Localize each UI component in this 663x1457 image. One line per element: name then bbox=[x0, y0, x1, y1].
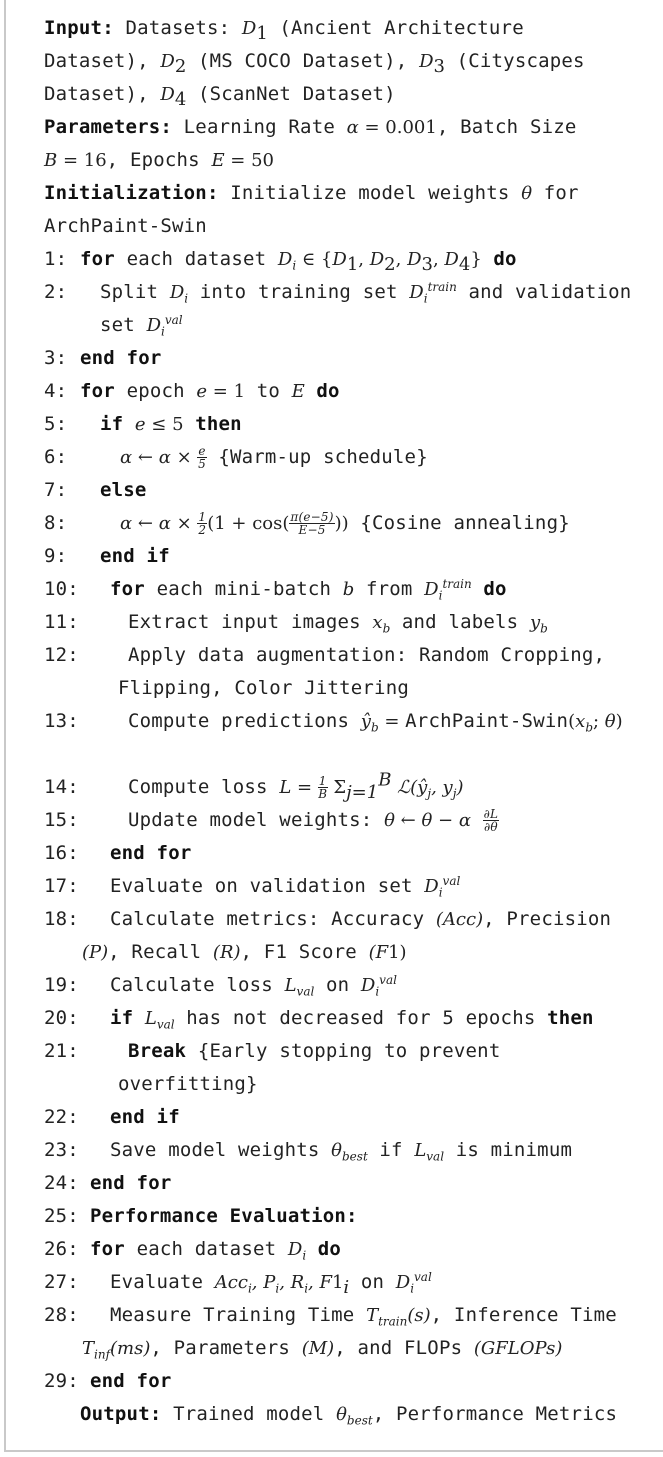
parameters-line: B = 16, Epochs E = 50 bbox=[44, 149, 275, 171]
parameters-text: , Epochs bbox=[106, 149, 200, 171]
keyword: end if bbox=[100, 545, 170, 567]
algorithm-line: 26: for each dataset $D_i$ do bbox=[44, 1233, 656, 1266]
line-text: Flipping, Color Jittering bbox=[118, 677, 409, 699]
line-text: to bbox=[256, 380, 280, 402]
line-number: 15: bbox=[44, 809, 79, 831]
line-text: Compute predictions bbox=[128, 710, 350, 732]
line-text: {Warm-up schedule} bbox=[218, 446, 428, 468]
line-number: 17: bbox=[44, 875, 79, 897]
line-number: 21: bbox=[44, 1040, 79, 1062]
line-text: has not decreased for 5 epochs bbox=[186, 1007, 536, 1029]
line-text: set bbox=[100, 314, 135, 336]
line-text: each mini-batch bbox=[156, 578, 332, 600]
initialization-line: Initialization: Initialize model weights θ for bbox=[44, 182, 579, 204]
line-number: 7: bbox=[44, 479, 68, 501]
parameters-label: Parameters: bbox=[44, 116, 173, 138]
line-number: 20: bbox=[44, 1007, 79, 1029]
line-text: on bbox=[360, 1271, 385, 1293]
line-number: 11: bbox=[44, 611, 79, 633]
line-number: 10: bbox=[44, 578, 79, 600]
line-number: 13: bbox=[44, 710, 79, 732]
keyword: end if bbox=[110, 1106, 180, 1128]
input-text: (ScanNet Dataset) bbox=[197, 83, 396, 105]
algorithm-line: 5: if e ≤ 5 then bbox=[44, 408, 656, 441]
algorithm-line bbox=[44, 474, 656, 507]
line-text: if bbox=[379, 1139, 403, 1161]
keyword: end for bbox=[90, 1172, 172, 1194]
line-text: is minimum bbox=[455, 1139, 573, 1161]
line-text: on bbox=[325, 974, 350, 996]
line-text: , Precision bbox=[483, 908, 612, 930]
line-number: 28: bbox=[44, 1304, 79, 1326]
line-number: 16: bbox=[44, 842, 79, 864]
line-text: ArchPaint-Swin bbox=[405, 710, 569, 732]
line-number: 1: bbox=[44, 248, 68, 270]
keyword: if bbox=[110, 1007, 134, 1029]
line-number: 23: bbox=[44, 1139, 79, 1161]
line-number: 12: bbox=[44, 644, 79, 666]
parameters-line: Parameters: Learning Rate α = 0.001, Batch Size bbox=[44, 116, 577, 138]
line-number: 24: bbox=[44, 1172, 79, 1194]
line-text: Apply data augmentation: Random Cropping, bbox=[128, 644, 606, 666]
algorithm-line: 23: Save model weights $\theta_{best}$ if $L_{val}$ is minimum bbox=[44, 1134, 656, 1167]
line-text: from bbox=[365, 578, 413, 600]
keyword: if bbox=[100, 413, 124, 435]
line-text: {Early stopping to prevent bbox=[197, 1040, 501, 1062]
keyword: for bbox=[80, 248, 115, 270]
line-text: overfitting} bbox=[118, 1073, 258, 1095]
keyword: do bbox=[493, 248, 517, 270]
initialization-text: for bbox=[543, 182, 579, 204]
line-number: 14: bbox=[44, 776, 79, 798]
algorithm-line: 4: for epoch e = 1 to E do bbox=[44, 375, 656, 408]
line-text: each dataset bbox=[136, 1238, 277, 1260]
algorithm-line bbox=[44, 639, 656, 705]
algorithm-line bbox=[44, 540, 656, 573]
algorithm-line: 28: Measure Training Time $T_{train}(s)$, Inference Time $T_{inf}(ms)$, Parameters (M), and FLOPs (GFLOPs) bbox=[44, 1299, 656, 1365]
algorithm-line: 2: Split $D_i$ into training set $D_i^{train}$ and validation set $D_i^{val}$ bbox=[44, 276, 656, 342]
line-text: , F1 Score bbox=[240, 941, 357, 963]
algorithm-line: 13: Compute predictions $ŷ_b$ = ArchPaint-$Swin(x_b$; θ) bbox=[44, 705, 656, 771]
line-text: , Parameters bbox=[150, 1337, 291, 1359]
line-text: Evaluate on validation set bbox=[110, 875, 413, 897]
algorithm-line: 15: Update model weights: θ ← θ − α $\frac{\partial L}{\partial\theta}$ bbox=[44, 804, 656, 837]
algorithm-line: 27: Evaluate Acc$_i$, $P_i$, $R_i$, $F1_i$ on $D_i^{val}$ bbox=[44, 1266, 656, 1299]
parameters-text: , Batch Size bbox=[436, 116, 577, 138]
keyword: end for bbox=[110, 842, 192, 864]
line-text: Compute loss bbox=[128, 776, 268, 798]
line-text: Save model weights bbox=[110, 1139, 320, 1161]
initialization-text: ArchPaint-Swin bbox=[44, 215, 207, 237]
line-text: and labels bbox=[401, 611, 519, 633]
line-number: 5: bbox=[44, 413, 68, 435]
initialization-line bbox=[44, 210, 656, 243]
line-text: Evaluate bbox=[110, 1271, 204, 1293]
line-text: , Recall bbox=[108, 941, 202, 963]
input-line: Dataset), $D_4$ (ScanNet Dataset) bbox=[44, 83, 396, 110]
input-text: (MS COCO Dataset), bbox=[197, 50, 408, 72]
algorithm-line: 11: Extract input images $x_b$ and labels $y_b$ bbox=[44, 606, 656, 639]
line-number: 22: bbox=[44, 1106, 79, 1128]
algorithm-line: 1: for each dataset $D_i$ ∈ {$D_1$, $D_2$, $D_3$, $D_4$} do bbox=[44, 243, 656, 276]
line-text: {Cosine annealing} bbox=[360, 512, 570, 534]
algorithm-line: 6: α ← α × $\frac{e}{5}$ {Warm-up schedule} bbox=[44, 441, 656, 474]
algorithm-line: 17: Evaluate on validation set $D_i^{val}$ bbox=[44, 870, 656, 903]
algorithm-line bbox=[44, 1167, 656, 1200]
line-text: Calculate loss bbox=[110, 974, 273, 996]
line-text: , Inference Time bbox=[430, 1304, 617, 1326]
algorithm-line bbox=[44, 1035, 656, 1101]
algorithm-line: 20: if $L_{val}$ has not decreased for 5 epochs then bbox=[44, 1002, 656, 1035]
keyword: then bbox=[547, 1007, 594, 1029]
line-number: 8: bbox=[44, 512, 68, 534]
line-text: into training set bbox=[199, 281, 398, 303]
algorithm-line: 14: Compute loss L = $\frac{1}{B}$ $\Sigma_{j=1}^B$ $ℒ(ŷ_j$, $y_j$) bbox=[44, 769, 464, 803]
algorithm-line bbox=[44, 837, 656, 870]
algorithm-line: 19: Calculate loss $L_{val}$ on $D_i^{val}$ bbox=[44, 969, 656, 1002]
input-label: Input: bbox=[44, 17, 114, 39]
line-number: 9: bbox=[44, 545, 68, 567]
initialization-label: Initialization: bbox=[44, 182, 219, 204]
output-text: , Performance Metrics bbox=[372, 1403, 618, 1425]
line-number: 4: bbox=[44, 380, 68, 402]
line-text: Split bbox=[100, 281, 159, 303]
keyword: Break bbox=[128, 1040, 187, 1062]
keyword: do bbox=[317, 1238, 342, 1260]
keyword: end for bbox=[90, 1370, 172, 1392]
line-number: 6: bbox=[44, 446, 68, 468]
algorithm-line: 18: Calculate metrics: Accuracy (Acc), Precision (P), Recall (R), F1 Score (F1) bbox=[44, 903, 656, 969]
input-text: (Ancient Architecture bbox=[279, 17, 524, 39]
output-line: Output: Trained model $\theta_{best}$, Performance Metrics bbox=[80, 1403, 618, 1428]
line-text: Extract input images bbox=[128, 611, 361, 633]
line-number: 18: bbox=[44, 908, 79, 930]
keyword: Performance Evaluation: bbox=[90, 1205, 358, 1227]
keyword: for bbox=[90, 1238, 125, 1260]
line-text: , and FLOPs bbox=[334, 1337, 463, 1359]
input-line: Input: Datasets: $D_1$ (Ancient Architecture bbox=[44, 17, 524, 44]
algorithm-line bbox=[44, 1101, 656, 1134]
line-number: 2: bbox=[44, 281, 68, 303]
line-text: Calculate metrics: Accuracy bbox=[110, 908, 425, 930]
keyword: else bbox=[100, 479, 147, 501]
input-text: (Cityscapes bbox=[456, 50, 585, 72]
line-text: Update model weights: bbox=[128, 809, 373, 831]
line-number: 26: bbox=[44, 1238, 79, 1260]
algorithm-line bbox=[44, 1365, 656, 1398]
line-number: 25: bbox=[44, 1205, 79, 1227]
initialization-text: Initialize model weights bbox=[230, 182, 510, 204]
line-number: 3: bbox=[44, 347, 68, 369]
line-text: epoch bbox=[126, 380, 185, 402]
line-number: 27: bbox=[44, 1271, 79, 1293]
algorithm-line bbox=[44, 342, 656, 375]
algorithm-line: 8: α ← α × $\frac{1}{2}$ (1 + cos( $\frac{\pi(e-5)}{E-5}$ )) {Cosine annealing} bbox=[44, 507, 656, 540]
output-label: Output: bbox=[80, 1403, 162, 1425]
output-text: Trained model bbox=[173, 1403, 325, 1425]
input-text: Dataset), bbox=[44, 50, 149, 72]
input-text: Dataset), bbox=[44, 83, 149, 105]
keyword: then bbox=[195, 413, 242, 435]
keyword: end for bbox=[80, 347, 162, 369]
algorithm-line bbox=[44, 1200, 656, 1233]
algorithm-block bbox=[44, 12, 656, 1431]
input-line: Dataset), $D_2$ (MS COCO Dataset), $D_3$ (Cityscapes bbox=[44, 50, 585, 77]
keyword: do bbox=[316, 380, 340, 402]
line-number: 19: bbox=[44, 974, 79, 996]
input-text: Datasets: bbox=[125, 17, 231, 39]
parameters-text: Learning Rate bbox=[183, 116, 335, 138]
line-number: 29: bbox=[44, 1370, 79, 1392]
keyword: for bbox=[110, 578, 145, 600]
keyword: do bbox=[483, 578, 507, 600]
line-text: each dataset bbox=[126, 248, 267, 270]
line-text: and validation bbox=[468, 281, 632, 303]
line-text: Measure Training Time bbox=[110, 1304, 355, 1326]
algorithm-line: 10: for each mini-batch b from $D_i^{train}$ do bbox=[44, 573, 656, 606]
keyword: for bbox=[80, 380, 115, 402]
